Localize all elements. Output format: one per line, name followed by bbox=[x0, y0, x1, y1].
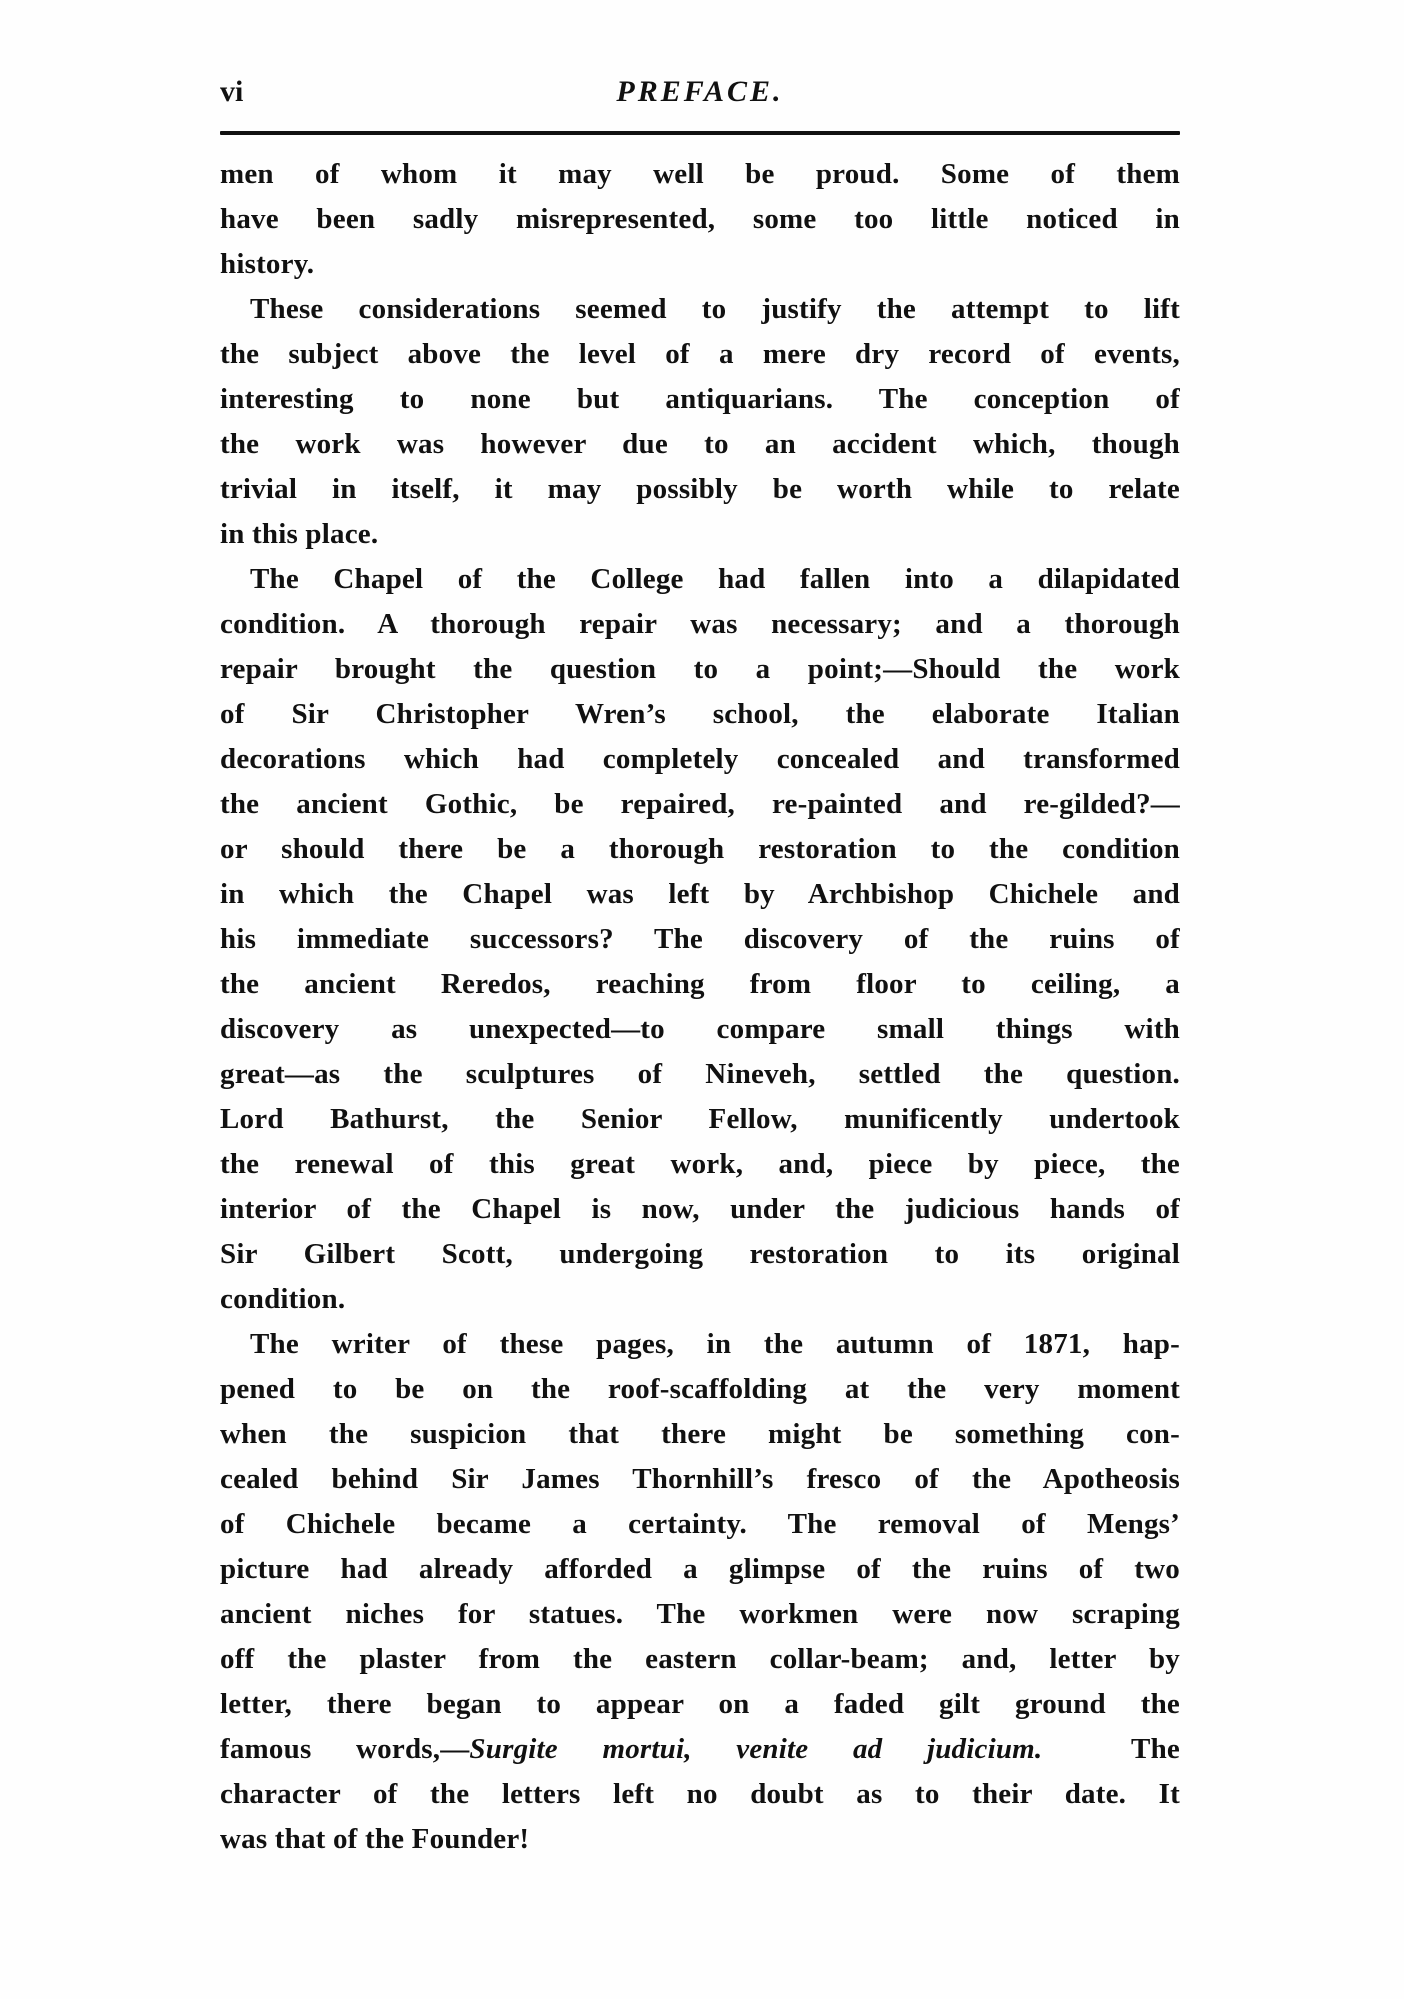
running-head-title: PREFACE. bbox=[616, 75, 784, 108]
text-line: interesting to none but antiquarians. The conception of bbox=[220, 383, 1180, 415]
paragraph-first-line: The Chapel of the College had fallen into a dilapidated bbox=[250, 563, 1180, 595]
text-line: have been sadly misrepresented, some too little noticed in bbox=[220, 203, 1180, 235]
text-line: condition. A thorough repair was necessary; and a thorough bbox=[220, 608, 1180, 640]
text-line: of Sir Christopher Wren’s school, the elaborate Italian bbox=[220, 698, 1180, 730]
text-line: was that of the Founder! bbox=[220, 1823, 530, 1855]
text-line: his immediate successors? The discovery of the ruins of bbox=[220, 923, 1180, 955]
latin-quotation: Surgite mortui, venite ad judicium. bbox=[469, 1733, 1043, 1765]
text-line: decorations which had completely concealed and transformed bbox=[220, 743, 1180, 775]
text-line: the work was however due to an accident which, though bbox=[220, 428, 1180, 460]
text-line: interior of the Chapel is now, under the judicious hands of bbox=[220, 1193, 1180, 1225]
text-line: off the plaster from the eastern collar-beam; and, letter by bbox=[220, 1643, 1180, 1675]
text-line: Lord Bathurst, the Senior Fellow, munificently undertook bbox=[220, 1103, 1180, 1135]
text-line: letter, there began to appear on a faded gilt ground the bbox=[220, 1688, 1180, 1720]
text-line: the ancient Reredos, reaching from floor to ceiling, a bbox=[220, 968, 1180, 1000]
text-line: character of the letters left no doubt as to their date. It bbox=[220, 1778, 1180, 1810]
text-line: in this place. bbox=[220, 518, 379, 550]
text-line: great—as the sculptures of Nineveh, settled the question. bbox=[220, 1058, 1180, 1090]
text-line: the ancient Gothic, be repaired, re-painted and re-gilded?— bbox=[220, 788, 1180, 820]
text-line: or should there be a thorough restoration to the condition bbox=[220, 833, 1180, 865]
text-line: condition. bbox=[220, 1283, 346, 1315]
text-segment: famous words,— bbox=[220, 1733, 470, 1765]
body-text bbox=[220, 152, 1180, 1862]
text-line: picture had already afforded a glimpse of the ruins of two bbox=[220, 1553, 1180, 1585]
text-line: men of whom it may well be proud. Some of them bbox=[220, 158, 1180, 190]
text-line: pened to be on the roof-scaffolding at the very moment bbox=[220, 1373, 1180, 1405]
text-segment: The bbox=[1042, 1733, 1180, 1765]
text-line: in which the Chapel was left by Archbishop Chichele and bbox=[220, 878, 1180, 910]
header-rule bbox=[220, 131, 1180, 135]
paragraph-first-line: The writer of these pages, in the autumn of 1871, hap- bbox=[250, 1328, 1180, 1360]
text-line: the subject above the level of a mere dry record of events, bbox=[220, 338, 1180, 370]
text-line: cealed behind Sir James Thornhill’s fresco of the Apotheosis bbox=[220, 1463, 1180, 1495]
text-line: of Chichele became a certainty. The removal of Mengs’ bbox=[220, 1508, 1180, 1540]
page-number: vi bbox=[220, 75, 244, 108]
paragraph-first-line: These considerations seemed to justify the attempt to lift bbox=[250, 293, 1180, 325]
text-line: repair brought the question to a point;—Should the work bbox=[220, 653, 1180, 685]
text-line: when the suspicion that there might be something con- bbox=[220, 1418, 1180, 1450]
text-line: history. bbox=[220, 248, 315, 280]
text-line: trivial in itself, it may possibly be worth while to relate bbox=[220, 473, 1180, 505]
running-head bbox=[220, 72, 1180, 112]
text-line: Sir Gilbert Scott, undergoing restoration to its original bbox=[220, 1238, 1180, 1270]
text-line: the renewal of this great work, and, piece by piece, the bbox=[220, 1148, 1180, 1180]
text-line: ancient niches for statues. The workmen were now scraping bbox=[220, 1598, 1180, 1630]
text-line bbox=[220, 1727, 1180, 1772]
text-line: discovery as unexpected—to compare small things with bbox=[220, 1013, 1180, 1045]
